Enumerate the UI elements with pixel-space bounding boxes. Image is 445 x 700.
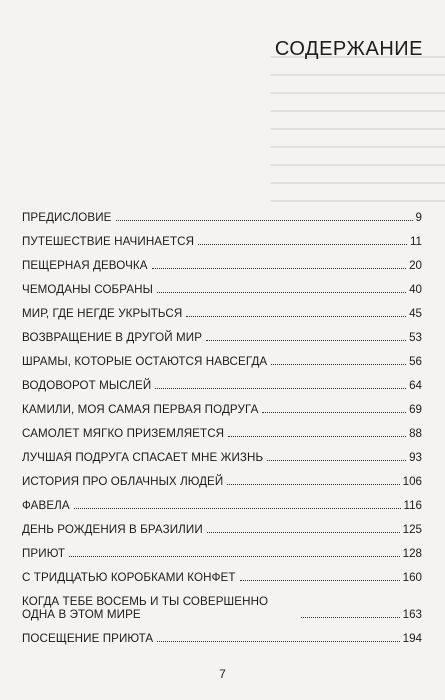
toc-entry — [22, 560, 422, 584]
toc-entry — [22, 464, 422, 488]
toc-entry-title: ЧЕМОДАНЫ СОБРАНЫ — [22, 283, 153, 296]
toc-entry-title: ПОСЕЩЕНИЕ ПРИЮТА — [22, 632, 154, 645]
toc-entry-title: ДЕНЬ РОЖДЕНИЯ В БРАЗИЛИИ — [22, 523, 203, 536]
dot-leader — [227, 484, 399, 485]
toc-entry — [22, 440, 422, 464]
toc-entry — [22, 512, 422, 536]
toc-entry — [22, 344, 422, 368]
toc-entry-title: САМОЛЕТ МЯГКО ПРИЗЕМЛЯЕТСЯ — [22, 427, 225, 440]
dot-leader — [271, 364, 406, 365]
toc-entry-title: С ТРИДЦАТЬЮ КОРОБКАМИ КОНФЕТ — [22, 571, 236, 584]
toc-entry — [22, 416, 422, 440]
dot-leader — [157, 292, 406, 293]
toc-entry-title: ПЕЩЕРНАЯ ДЕВОЧКА — [22, 259, 148, 272]
table-of-contents — [22, 200, 422, 645]
toc-entry — [22, 248, 422, 272]
dot-leader — [116, 220, 413, 221]
toc-entry-title: ИСТОРИЯ ПРО ОБЛАЧНЫХ ЛЮДЕЙ — [22, 475, 224, 488]
toc-entry — [22, 272, 422, 296]
toc-entry-page: 64 — [409, 379, 422, 392]
toc-entry-page: 93 — [409, 451, 422, 464]
dot-leader — [152, 268, 406, 269]
toc-entry-page: 194 — [402, 632, 422, 645]
toc-entry-title: ВОДОВОРОТ МЫСЛЕЙ — [22, 379, 152, 392]
toc-entry-title: ПУТЕШЕСТВИЕ НАЧИНАЕТСЯ — [22, 235, 195, 248]
toc-entry — [22, 584, 422, 621]
toc-entry-title: КАМИЛИ, МОЯ САМАЯ ПЕРВАЯ ПОДРУГА — [22, 403, 259, 416]
toc-entry-page: 160 — [402, 571, 422, 584]
page-title: СОДЕРЖАНИЕ — [274, 38, 423, 60]
toc-entry-page: 106 — [402, 475, 422, 488]
toc-entry-page: 56 — [409, 355, 422, 368]
toc-entry — [22, 224, 422, 248]
toc-entry — [22, 536, 422, 560]
toc-entry-page: 53 — [409, 331, 422, 344]
dot-leader — [206, 340, 406, 341]
toc-entry-page: 9 — [415, 211, 422, 224]
dot-leader — [198, 244, 407, 245]
toc-entry-title: ФАВЕЛА — [22, 499, 70, 512]
dot-leader — [228, 436, 406, 437]
toc-entry-page: 128 — [402, 547, 422, 560]
toc-entry-title: ПРЕДИСЛОВИЕ — [22, 211, 112, 224]
toc-entry-page: 163 — [402, 608, 422, 621]
toc-entry-page: 40 — [409, 283, 422, 296]
dot-leader — [186, 316, 406, 317]
toc-entry — [22, 200, 422, 224]
toc-entry-page: 11 — [409, 235, 422, 248]
dot-leader — [157, 641, 399, 642]
page-number: 7 — [219, 667, 226, 681]
toc-entry-page: 69 — [409, 403, 422, 416]
dot-leader — [155, 388, 406, 389]
toc-entry-title: ВОЗВРАЩЕНИЕ В ДРУГОЙ МИР — [22, 331, 203, 344]
toc-entry-title: ШРАМЫ, КОТОРЫЕ ОСТАЮТСЯ НАВСЕГДА — [22, 355, 268, 368]
toc-entry-title: МИР, ГДЕ НЕГДЕ УКРЫТЬСЯ — [22, 307, 183, 320]
dot-leader — [262, 412, 406, 413]
toc-entry — [22, 488, 422, 512]
toc-entry-page: 88 — [409, 427, 422, 440]
toc-entry — [22, 320, 422, 344]
dot-leader — [69, 556, 400, 557]
dot-leader — [240, 580, 400, 581]
dot-leader — [267, 460, 406, 461]
toc-entry-page: 45 — [409, 307, 422, 320]
toc-entry-page: 125 — [402, 523, 422, 536]
dot-leader — [74, 508, 401, 509]
dot-leader — [301, 617, 400, 618]
toc-entry-title: ПРИЮТ — [22, 547, 66, 560]
dot-leader — [207, 532, 400, 533]
toc-entry-page: 20 — [409, 259, 422, 272]
toc-entry — [22, 296, 422, 320]
toc-entry-title: ЛУЧШАЯ ПОДРУГА СПАСАЕТ МНЕ ЖИЗНЬ — [22, 451, 264, 464]
toc-entry — [22, 621, 422, 645]
toc-entry — [22, 392, 422, 416]
toc-entry — [22, 368, 422, 392]
toc-entry-page: 116 — [403, 499, 422, 512]
toc-entry-title: КОГДА ТЕБЕ ВОСЕМЬ И ТЫ СОВЕРШЕННО ОДНА В ЭТОМ МИРЕ — [22, 595, 269, 621]
